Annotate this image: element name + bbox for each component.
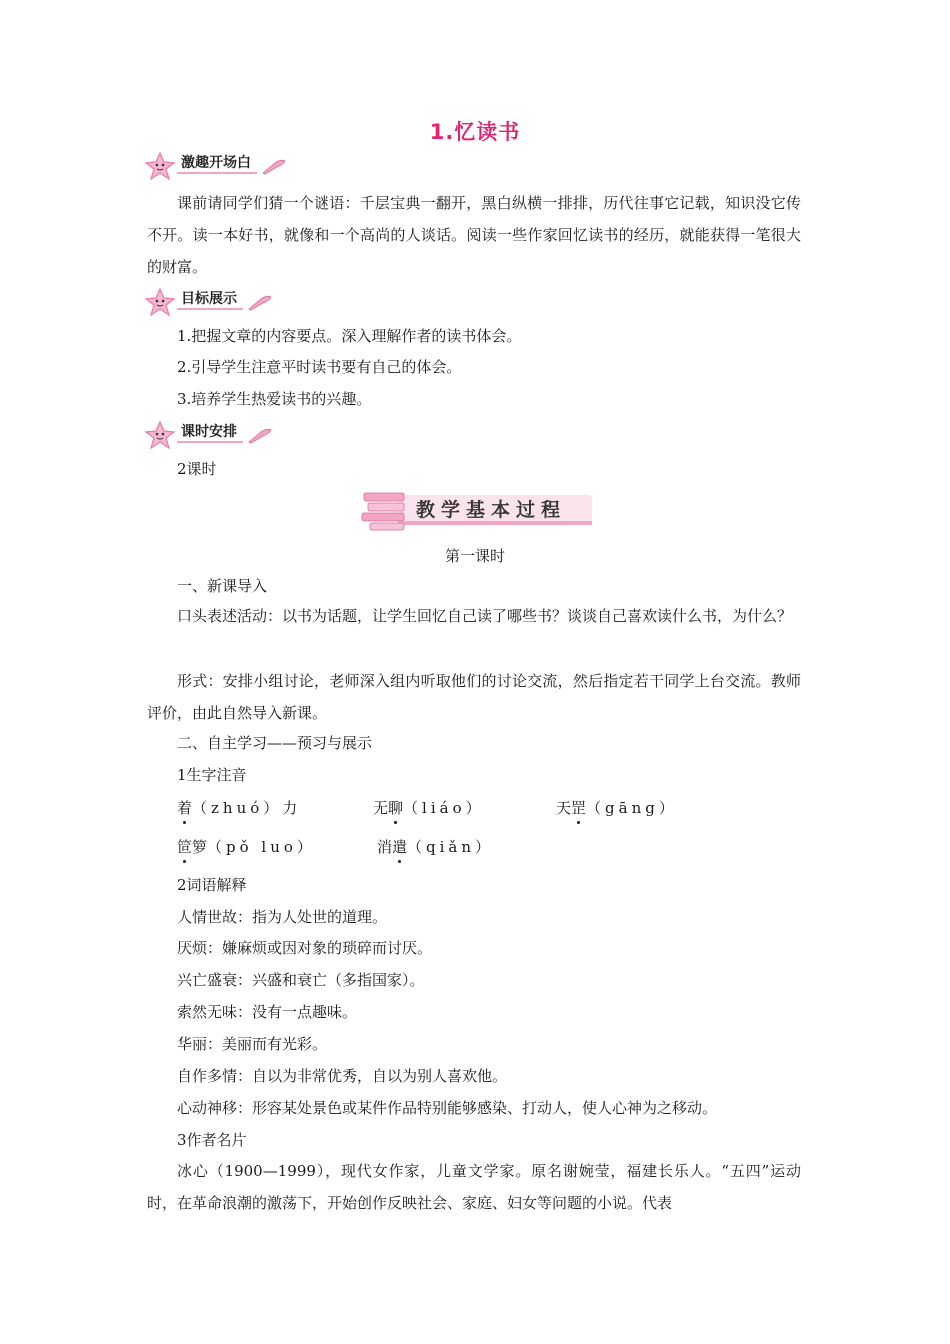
pinyin-item: 消遣（qiǎn） [377,835,494,859]
emphasized-char: 笸 [177,835,192,859]
emphasized-char: 罡 [571,796,586,820]
process-banner [358,487,594,533]
pinyin-item: 无聊（liáo） [373,796,485,820]
sub-heading: 2词语解释 [177,876,247,894]
term-item: 心动神移：形容某处景色或某件作品特别能够感染、打动人，使人心神为之移动。 [177,1099,718,1117]
schedule-text: 2课时 [177,460,217,478]
section-title: 激趣开场白 [177,154,257,174]
quill-pen-icon [247,428,273,444]
emphasized-char: 着 [177,796,192,820]
term-item: 华丽：美丽而有光彩。 [177,1035,328,1053]
term-item: 人情世故：指为人处世的道理。 [177,908,388,926]
section-header-intro [143,151,293,181]
paragraph: 口头表述活动：以书为话题，让学生回忆自己读了哪些书？谈谈自己喜欢读什么书，为什么？ [177,607,793,625]
star-mascot-icon [143,420,177,450]
part-heading: 二、自主学习——预习与展示 [177,734,373,752]
quill-pen-icon [247,295,273,311]
emphasized-char: 聊 [388,796,403,820]
pinyin-item: 笸箩（pǒ luo） [177,835,316,859]
part-heading: 一、新课导入 [177,577,268,595]
star-mascot-icon [143,287,177,317]
term-item: 兴亡盛衰：兴盛和衰亡（多指国家）。 [177,971,425,989]
term-item: 厌烦：嫌麻烦或因对象的琐碎而讨厌。 [177,939,433,957]
paragraph: 形式：安排小组讨论，老师深入组内听取他们的讨论交流，然后指定若干同学上台交流。教师评价，由此自然导入新课。 [147,672,801,722]
goal-item: 1.把握文章的内容要点。深入理解作者的读书体会。 [177,327,522,345]
lesson-title: 第一课时 [444,547,505,565]
banner-title: 教学基本过程 [416,499,567,521]
section-title: 课时安排 [177,423,243,443]
section-title: 目标展示 [177,290,243,310]
author-paragraph: 冰心（1900—1999），现代女作家，儿童文学家。原名谢婉莹，福建长乐人。“五四”运动时，在革命浪潮的激荡下，开始创作反映社会、家庭、妇女等问题的小说。代表 [147,1162,801,1212]
page-title: 1.忆读书 [429,120,521,144]
goal-item: 3.培养学生热爱读书的兴趣。 [177,390,372,408]
star-mascot-icon [143,151,177,181]
term-item: 自作多情：自以为非常优秀，自以为别人喜欢他。 [177,1067,508,1085]
sub-heading: 3作者名片 [177,1131,247,1149]
section-header-goals [143,287,293,317]
quill-pen-icon [261,159,287,175]
term-item: 索然无味：没有一点趣味。 [177,1003,358,1021]
pinyin-item: 着（zhuó）力 [177,796,301,820]
emphasized-char: 遣 [392,835,407,859]
goal-item: 2.引导学生注意平时读书要有自己的体会。 [177,358,462,376]
sub-heading: 1生字注音 [177,766,247,784]
intro-paragraph: 课前请同学们猜一个谜语：千层宝典一翻开，黑白纵横一排排，历代往事它记载，知识没它传不开。读一本好书，就像和一个高尚的人谈话。阅读一些作家回忆读书的经历，就能获得一笔很大的财富。 [147,194,801,276]
pinyin-item: 天罡（gāng） [556,796,678,820]
section-header-schedule [143,420,293,450]
